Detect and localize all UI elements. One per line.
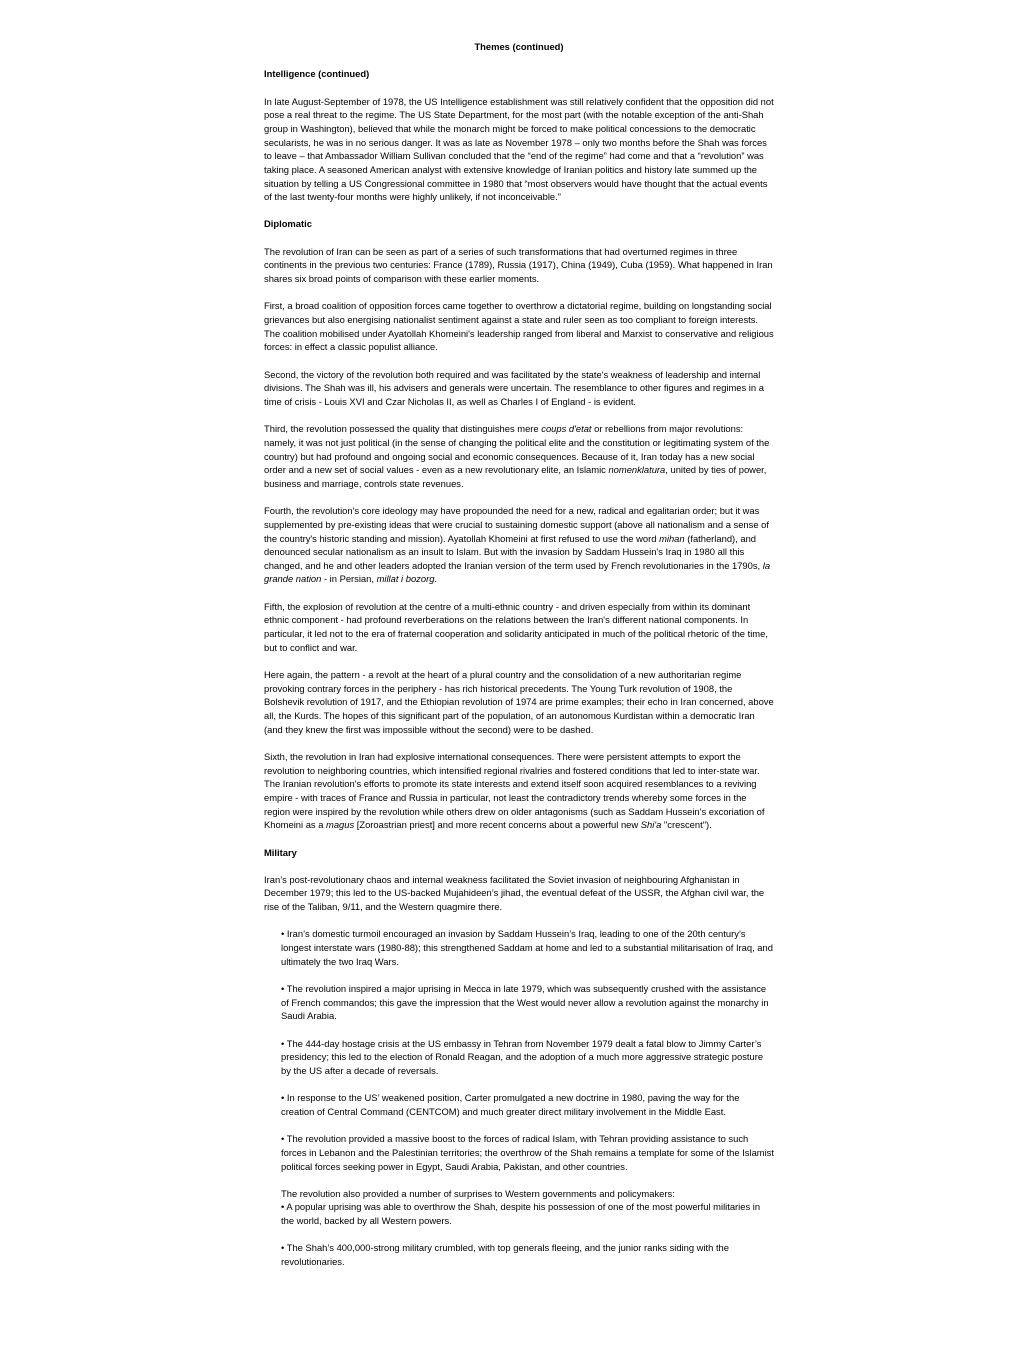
italic-term: magus	[326, 819, 355, 831]
italic-term: coups d'etat	[541, 423, 592, 435]
section-heading-intelligence: Intelligence (continued)	[264, 68, 370, 80]
bullet-item: • Iran’s domestic turmoil encouraged an invasion by Saddam Hussein’s Iraq, leading to one of the 20th century’s longest interstate wars (1980-88); this strengthened Saddam at home and led to a substantial militarisation of Iraq, and ultimately the two Iraq Wars.	[281, 928, 773, 967]
bullet-item: • The Shah’s 400,000-strong military crumbled, with top generals fleeing, and the junior ranks siding with the revolutionaries.	[281, 1242, 729, 1268]
diplomatic-paragraph-3: Second, the victory of the revolution both required and was facilitated by the state's weakness of leadership and internal divisions. The Shah was ill, his advisers and generals were uncertain. The resemblance to other figures and regimes in a time of crisis - Louis XVI and Czar Nicholas II, as well as Charles I of England - is evident.	[264, 368, 764, 407]
bullet-item: • The revolution provided a massive boost to the forces of radical Islam, with Tehran providing assistance to such forces in Lebanon and the Palestinian territories; the overthrow of the Shah remains a template for some of the Islamist political forces seeking power in Egypt, Saudi Arabia, Pakistan, and other countries.	[281, 1133, 774, 1172]
italic-term: millat i bozorg	[376, 573, 435, 585]
text-run: (fatherland), and denounced secular nationalism as an insult to Islam. But with the invasion by Saddam Hussein's Iraq in 1980 all this changed, and he and other leaders adopted the Iranian version of the term used by French revolutionaries in the 1790s,	[264, 532, 763, 571]
italic-term: mihan	[659, 532, 685, 544]
text-run: or rebellions from major revolutions: namely, it was not just political (in the sense of changing the political elite and the constitution or legitimating system of the country) but had profound and ongoing social and economic consequences. Because of it, Iran today has a new social order and a new set of social values - even as a new revolutionary elite, an Islamic	[264, 423, 770, 476]
military-paragraph: Iran’s post-revolutionary chaos and internal weakness facilitated the Soviet invasion of neighbouring Afghanistan in December 1979; this led to the US-backed Mujahideen’s jihad, the eventual defeat of the USSR, the Afghan civil war, the rise of the Taliban, 9/11, and the Western quagmire there.	[264, 873, 765, 913]
italic-term: nomenklatura	[608, 464, 666, 476]
bullet-item: • A popular uprising was able to overthrow the Shah, despite his possession of one of the most powerful militaries in the world, backed by all Western powers.	[281, 1201, 761, 1227]
bullet-item: • The revolution inspired a major uprising in Mecca in late 1979, which was subsequently crushed with the assistance of French commandos; this gave the impression that the West would never allow a revolution against the monarchy in Saudi Arabia.	[281, 983, 769, 1022]
page-title: Themes (continued)	[474, 41, 564, 52]
diplomatic-paragraph-6: Fifth, the explosion of revolution at the centre of a multi-ethnic country - and driven especially from within its dominant ethnic component - had profound reverberations on the relations between the Iran's different national components. In particular, it led not to the era of fraternal cooperation and solidarity anticipated in much of the political rhetoric of the time, but to conflict and war.	[264, 600, 768, 653]
surprises-intro: The revolution also provided a number of surprises to Western governments and policymakers:	[281, 1187, 675, 1199]
text-run: .	[434, 573, 438, 585]
italic-term: Shi'a	[640, 819, 662, 831]
bullet-item: • In response to the US’ weakened position, Carter promulgated a new doctrine in 1980, paving the way for the creation of Central Command (CENTCOM) and much greater direct military involvement in the Middle East.	[281, 1092, 740, 1117]
diplomatic-paragraph-2: First, a broad coalition of opposition forces came together to overthrow a dictatorial regime, building on longstanding social grievances but also energising nationalist sentiment against a state and ruler seen as too compliant to foreign interests. The coalition mobilised under Ayatollah Khomeini's leadership ranged from liberal and Marxist to conservative and religious forces: in effect a classic populist alliance.	[264, 300, 774, 353]
surprises-block	[281, 1187, 774, 1228]
diplomatic-paragraph-1: The revolution of Iran can be seen as part of a series of such transformations that had overturned regimes in three continents in the previous two centuries: France (1789), Russia (1917), China (1949), Cuba (1959). What happened in Iran shares six broad points of comparison with these earlier moments.	[264, 245, 773, 285]
diplomatic-paragraph-8	[264, 750, 774, 832]
text-run: , united by ties of power, business and marriage, controls state revenues.	[264, 464, 767, 489]
text-run: Fourth, the revolution's core ideology may have propounded the need for a new, radical and egalitarian order; but it was supplemented by pre-existing ideas that were crucial to sustaining domestic support (above all nationalism and a sense of the country's historic standing and mission). Ayatollah Khomeini at first refused to use the word	[264, 505, 769, 544]
diplomatic-paragraph-5	[264, 504, 774, 586]
text-run: "crescent").	[661, 819, 712, 831]
italic-term: la grande nation	[264, 559, 771, 585]
text-run: Sixth, the revolution in Iran had explosive international consequences. There were persistent attempts to export the revolution to neighboring countries, which intensified regional rivalries and fostered conditions that led to inter-state war. The Iranian revolution's efforts to promote its state interests and extend itself soon acquired resemblances to a reviving empire - with traces of France and Russia in particular, not least the contradictory trends whereby some forces in the region were inspired by the revolution while others drew on older antagonisms (such as Saddam Hussein's excoriation of Khomeini as a	[264, 750, 765, 831]
text-run: [Zoroastrian priest] and more recent concerns about a powerful new	[354, 819, 641, 831]
diplomatic-paragraph-4	[264, 422, 774, 490]
diplomatic-paragraph-7: Here again, the pattern - a revolt at the heart of a plural country and the consolidation of a new authoritarian regime provoking contrary forces in the periphery - has rich historical precedents. The Young Turk revolution of 1908, the Bolshevik revolution of 1917, and the Ethiopian revolution of 1974 are prime examples; their echo in Iran concerned, above all, the Kurds. The hopes of this significant part of the population, of an autonomous Kurdistan within a democratic Iran (and they knew the first was impossible without the second) were to be dashed.	[264, 669, 774, 735]
section-heading-military: Military	[264, 846, 297, 858]
text-run: - in Persian,	[321, 573, 377, 585]
bullet-item: • The 444-day hostage crisis at the US embassy in Tehran from November 1979 dealt a fatal blow to Jimmy Carter’s presidency; this led to the election of Ronald Reagan, and the adoption of a much more aggressive strategic posture by the US after a decade of reversals.	[281, 1037, 764, 1076]
section-heading-diplomatic: Diplomatic	[264, 218, 312, 230]
document-page	[264, 40, 774, 1282]
text-run: Third, the revolution possessed the quality that distinguishes mere	[264, 423, 542, 435]
intelligence-paragraph: In late August-September of 1978, the US Intelligence establishment was still relatively confident that the opposition did not pose a real threat to the regime. The US State Department, for the most part (with the notable exception of the anti-Shah group in Washington), believed that while the monarch might be forced to make political concessions to the democratic secularists, he was in no serious danger. It was as late as November 1978 – only two months before the Shah was forces to leave – that Ambassador William Sullivan concluded that the “end of the regime” had come and that a “revolution” was taking place. A seasoned American analyst with extensive knowledge of Iranian politics and history late summed up the situation by telling a US Congressional committee in 1980 that “most observers would have thought that the actual events of the last twenty-four months were highly unlikely, if not inconceivable.”	[264, 95, 774, 203]
